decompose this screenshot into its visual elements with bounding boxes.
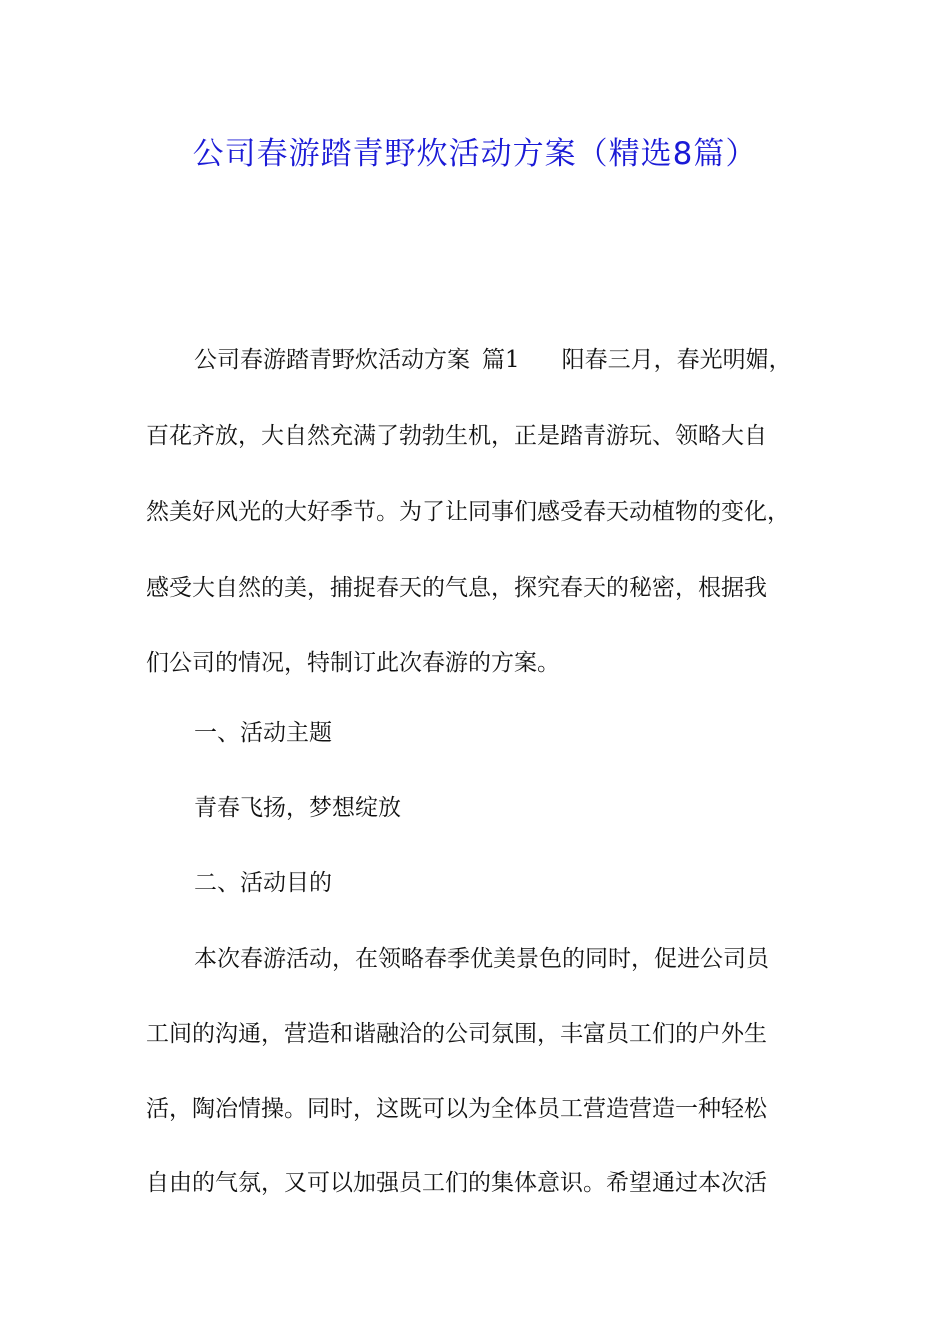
paragraph-line	[194, 342, 792, 378]
paragraph-line: 工间的沟通，营造和谐融洽的公司氛围，丰富员工们的户外生	[146, 1021, 767, 1047]
section-heading: 一、活动主题	[194, 720, 332, 746]
paragraph-line: 本次春游活动，在领略春季优美景色的同时，促进公司员	[194, 946, 769, 972]
paragraph-line: 感受大自然的美，捕捉春天的气息，探究春天的秘密，根据我	[146, 575, 767, 601]
section-heading: 二、活动目的	[194, 870, 332, 896]
section-number: 篇1	[482, 347, 520, 373]
document-title: 公司春游踏青野炊活动方案（精选8篇）	[192, 136, 758, 172]
paragraph-line: 然美好风光的大好季节。为了让同事们感受春天动植物的变化，	[146, 499, 790, 525]
paragraph-line: 活，陶冶情操。同时，这既可以为全体员工营造营造一种轻松	[146, 1096, 767, 1122]
paragraph-text: 阳春三月，春光明媚，	[561, 347, 792, 373]
paragraph-line: 自由的气氛，又可以加强员工们的集体意识。希望通过本次活	[146, 1170, 767, 1196]
article-heading: 公司春游踏青野炊活动方案	[194, 347, 470, 373]
paragraph-line: 百花齐放，大自然充满了勃勃生机，正是踏青游玩、领略大自	[146, 423, 767, 449]
paragraph-line: 们公司的情况，特制订此次春游的方案。	[146, 650, 560, 676]
paragraph-line: 青春飞扬，梦想绽放	[194, 795, 401, 821]
